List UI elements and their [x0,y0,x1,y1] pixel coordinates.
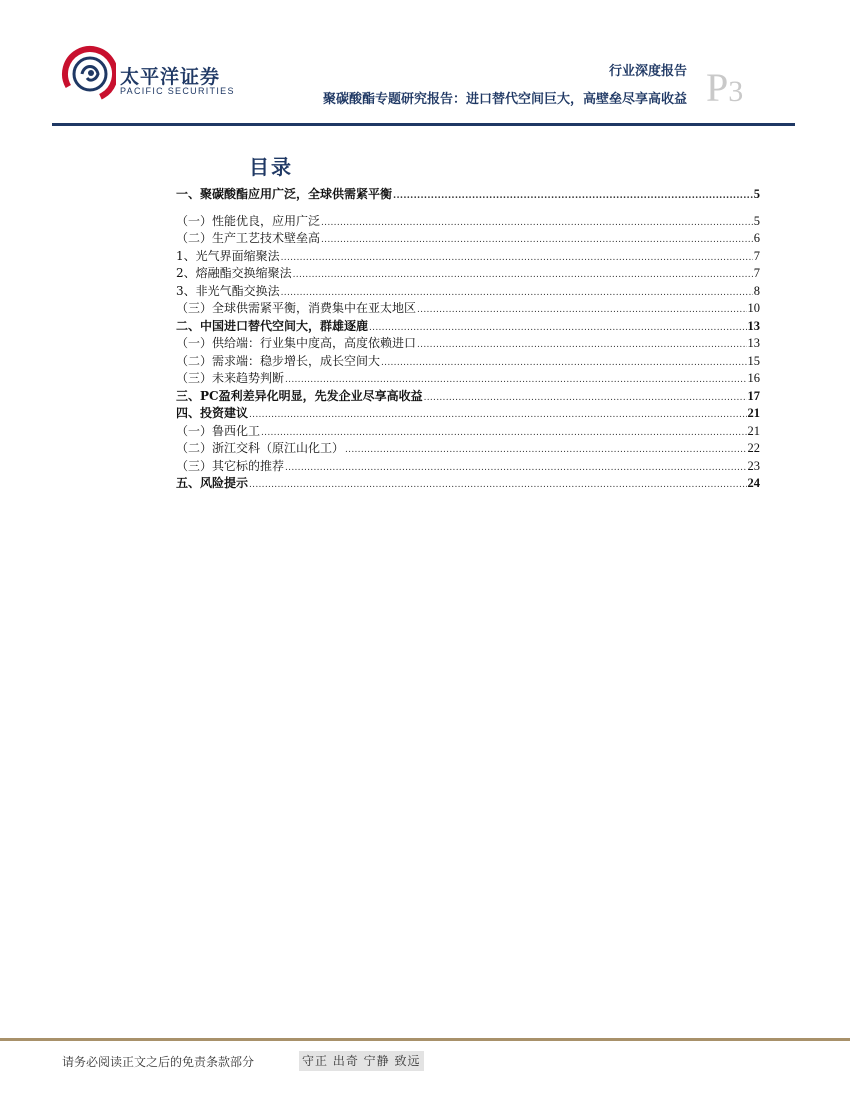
toc-entry-page: 16 [747,371,760,385]
toc-entry-title: （二）生产工艺技术壁垒高 [176,231,321,245]
toc-entry[interactable] [176,370,760,388]
toc-entry-title: （三）全球供需紧平衡，消费集中在亚太地区 [176,301,417,315]
toc-entry[interactable] [176,186,760,204]
footer-disclaimer: 请务必阅读正文之后的免责条款部分 [62,1055,255,1069]
toc-entry-page: 13 [747,336,760,350]
toc-entry[interactable] [176,475,760,493]
toc-entry-title: 1、光气界面缩聚法 [176,248,280,263]
toc-entry-title: 3、非光气酯交换法 [176,283,280,298]
pacific-securities-logo [60,44,116,100]
toc-heading: 目录 [249,155,293,179]
toc-entry[interactable] [176,265,760,283]
table-of-contents [176,186,760,493]
toc-entry-title: 一、聚碳酸酯应用广泛，全球供需紧平衡 [176,187,393,201]
toc-entry-title: （一）鲁西化工 [176,423,261,438]
toc-entry[interactable] [176,318,760,336]
toc-entry-title: 五、风险提示 [176,476,249,490]
toc-entry-title: （一）性能优良，应用广泛 [176,213,321,228]
toc-entry[interactable] [176,248,760,266]
toc-entry-page: 21 [747,406,760,420]
toc-entry-page: 23 [747,458,760,473]
toc-entry[interactable] [176,335,760,353]
toc-entry[interactable] [176,423,760,441]
toc-entry-title: 三、PC盈利差异化明显，先发企业尽享高收益 [176,388,423,403]
toc-entry-title: （三）其它标的推荐 [176,458,285,473]
toc-entry-page: 10 [747,301,760,315]
toc-dot-leader [249,475,746,495]
page-digit: 3 [728,75,744,108]
brand-name-cn: 太平洋证券 [120,66,221,88]
report-type: 行业深度报告 [608,64,687,79]
report-title: 聚碳酸酯专题研究报告：进口替代空间巨大，高壁垒尽享高收益 [322,92,687,107]
toc-entry[interactable] [176,458,760,476]
toc-entry-page: 15 [747,353,760,368]
header-rule [52,123,795,126]
toc-entry[interactable] [176,440,760,458]
toc-entry-title: 2、熔融酯交换缩聚法 [176,266,292,280]
brand-name-en: PACIFIC SECURITIES [120,86,235,96]
page-number [706,65,744,110]
toc-entry[interactable] [176,230,760,248]
toc-entry[interactable] [176,213,760,231]
toc-entry-page: 5 [753,187,760,201]
toc-entry-title: 四、投资建议 [176,406,249,420]
toc-entry-title: （三）未来趋势判断 [176,371,285,385]
toc-entry-page: 6 [753,231,760,245]
toc-entry-page: 7 [753,248,760,263]
toc-entry-page: 21 [747,423,760,438]
toc-entry[interactable] [176,283,760,301]
toc-dot-leader [393,186,753,206]
toc-entry[interactable] [176,300,760,318]
footer-rule [0,1038,850,1041]
toc-entry-page: 5 [753,213,760,228]
toc-entry-title: 二、中国进口替代空间大，群雄逐鹿 [176,318,369,333]
toc-entry-page: 24 [747,476,760,490]
toc-entry-title: （一）供给端：行业集中度高，高度依赖进口 [176,336,417,350]
toc-entry-title: （二）浙江交科（原江山化工） [176,441,345,455]
toc-entry[interactable] [176,388,760,406]
toc-entry-page: 13 [747,318,760,333]
footer-motto: 守正 出奇 宁静 致远 [299,1051,424,1071]
toc-entry[interactable] [176,405,760,423]
toc-entry[interactable] [176,353,760,371]
toc-entry-page: 7 [753,266,760,280]
toc-entry-page: 22 [747,441,760,455]
page-letter: P [706,65,729,110]
toc-entry-page: 17 [747,388,760,403]
toc-entry-page: 8 [753,283,760,298]
toc-entry-title: （二）需求端：稳步增长，成长空间大 [176,353,381,368]
